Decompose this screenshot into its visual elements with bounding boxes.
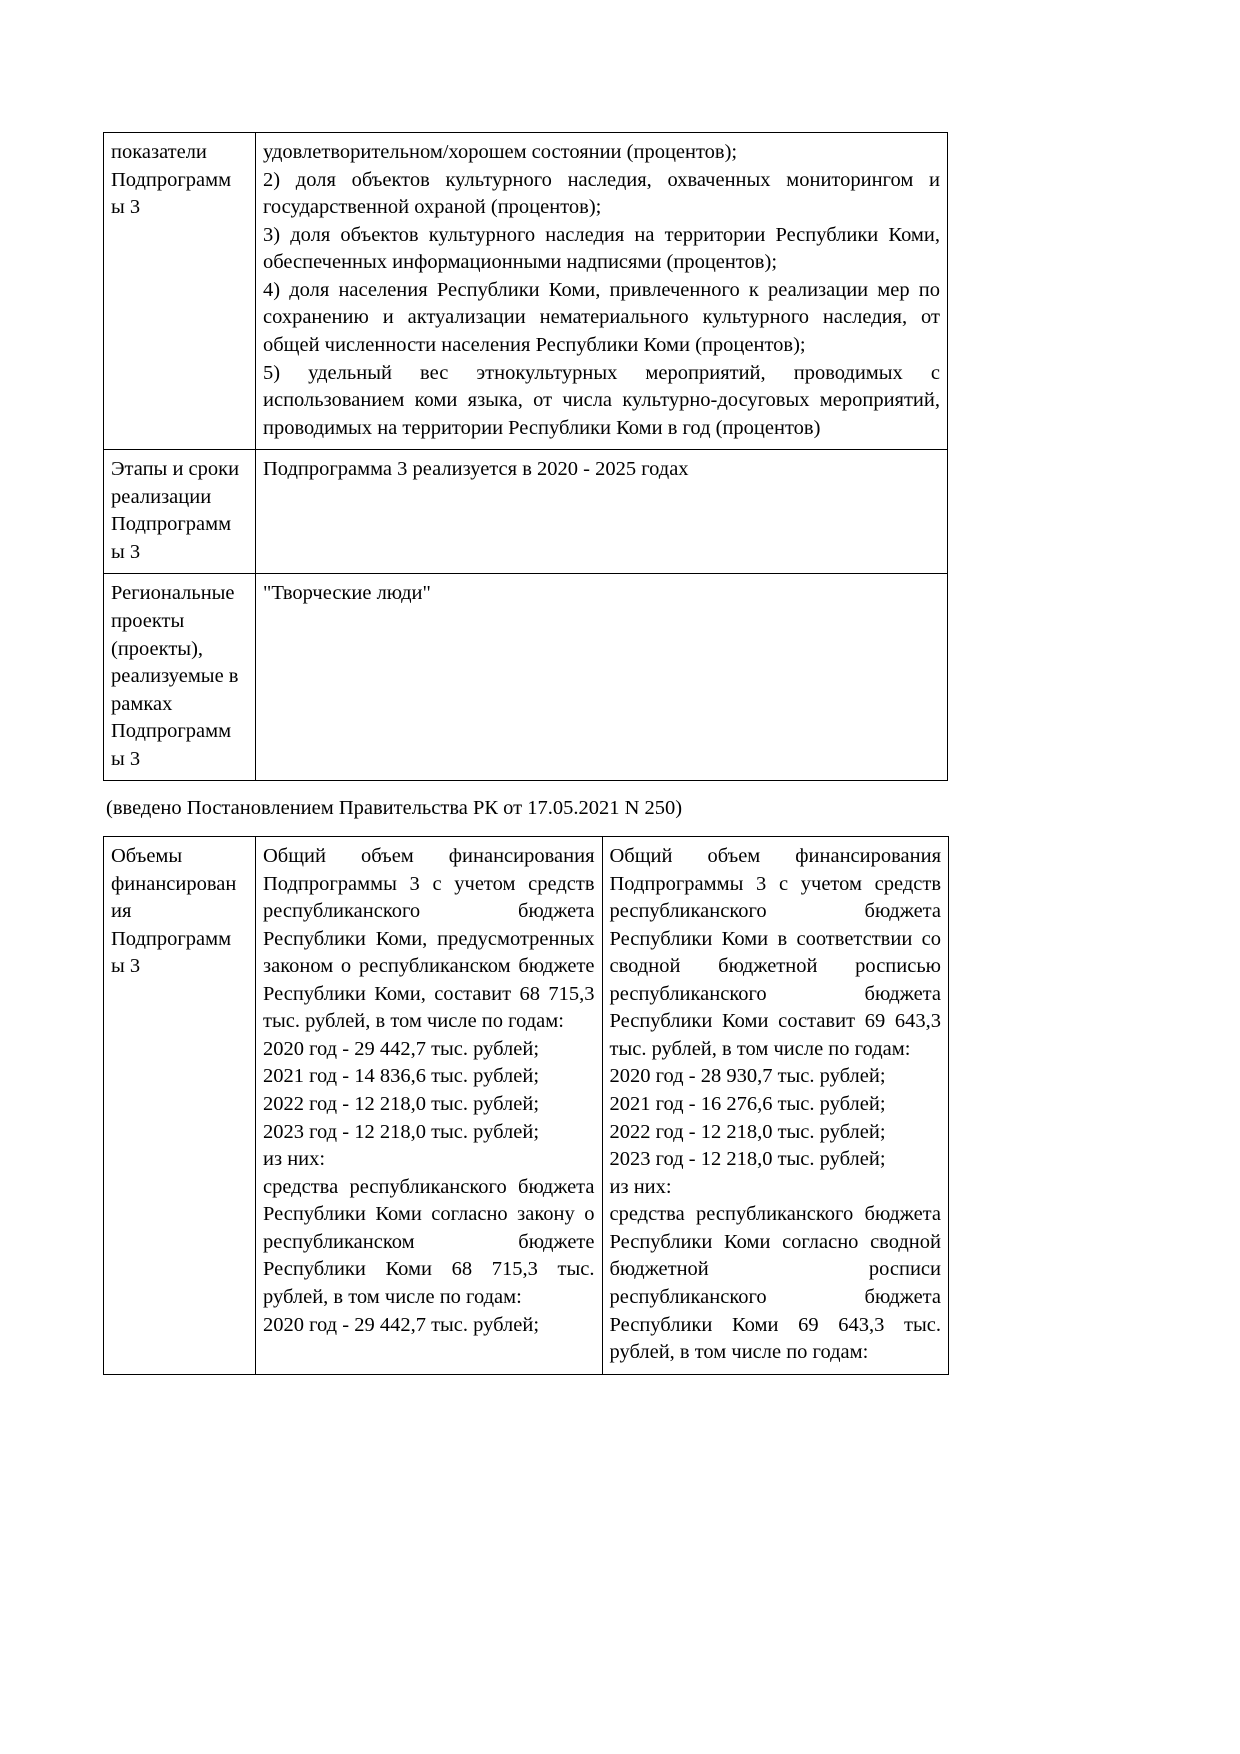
funding-detail-law: средства республиканского бюджета Республики Коми согласно закону о республиканском бюджете Республики Коми 68 715,3 тыс. рублей, в том числе по годам: [263,1175,595,1308]
row-label-line: Подпрограмм [111,513,232,536]
document-body [103,132,948,1375]
regional-project-name: "Творческие люди" [263,582,431,605]
funding-intro-law: Общий объем финансирования Подпрограммы 3 с учетом средств республиканского бюджета Республики Коми, предусмотренных законом о республиканском бюджете Республики Коми, составит 68 715,3 тыс. рублей, в том числе по годам: [263,844,595,1033]
row-label-line: (проекты), [111,637,204,660]
funding-year-rospis: 2021 год - 16 276,6 тыс. рублей; [609,1093,886,1115]
row-label-line: ы 3 [111,196,141,219]
funding-intro-rospis: Общий объем финансирования Подпрограммы 3 с учетом средств республиканского бюджета Республики Коми в соответствии со сводной бюджетной росписью республиканского бюджета Республики Коми составит 69 643,3 тыс. рублей, в том числе по годам: [609,844,941,1060]
funding-year-law: 2022 год - 12 218,0 тыс. рублей; [263,1093,540,1115]
row-label-funding [104,836,256,1374]
funding-year-rospis: 2023 год - 12 218,0 тыс. рублей; [609,1148,886,1171]
row-label-line: Подпрограмм [111,168,232,191]
row-label-line: Объемы [111,844,183,867]
row-label-line: Подпрограмм [111,927,232,950]
row-label-indicators [104,133,256,450]
row-label-line: Этапы и сроки [111,458,240,481]
indicator-item: 3) доля объектов культурного наследия на территории Республики Коми, обеспеченных информационными надписями (процентов); [263,223,940,274]
funding-table [103,836,949,1375]
funding-year-rospis: 2020 год - 28 930,7 тыс. рублей; [609,1065,886,1088]
funding-of-which-law: из них: [263,1148,326,1171]
funding-year-law: 2020 год - 29 442,7 тыс. рублей; [263,1037,540,1060]
funding-year-rospis: 2022 год - 12 218,0 тыс. рублей; [609,1120,886,1143]
funding-year-law: 2023 год - 12 218,0 тыс. рублей; [263,1120,540,1143]
subprogram-summary-table [103,132,948,781]
row-label-line: ы 3 [111,955,141,978]
funding-year-law: 2021 год - 14 836,6 тыс. рублей; [263,1065,540,1088]
row-label-line: реализуемые в [111,665,239,688]
table-row-stages [104,450,948,574]
funding-column-rospis [602,836,949,1374]
stages-text: Подпрограмма 3 реализуется в 2020 - 2025 годах [263,458,689,481]
table-row-regional-projects [104,574,948,781]
indicator-item: 5) удельный вес этнокультурных мероприятий, проводимых с использованием коми языка, от числа культурно-досуговых мероприятий, проводимых на территории Республики Коми в год (процентов) [263,361,940,439]
row-label-line: реализации [111,485,212,508]
indicator-item: 4) доля населения Республики Коми, привлеченного к реализации мер по сохранению и актуализации нематериального культурного наследия, от общей численности населения Республики Коми (процентов); [263,278,940,356]
amendment-note: (введено Постановлением Правительства РК от 17.05.2021 N 250) [106,797,683,820]
funding-detail-year-law: 2020 год - 29 442,7 тыс. рублей; [263,1313,540,1336]
row-label-stages [104,450,256,574]
row-label-line: Подпрограмм [111,720,232,743]
indicator-item: 2) доля объектов культурного наследия, охваченных мониторингом и государственной охраной (процентов); [263,168,940,219]
row-label-regional-projects [104,574,256,781]
row-label-line: показатели [111,141,207,163]
row-content-stages [256,450,948,574]
row-label-line: Региональные [111,582,235,605]
indicator-item: удовлетворительном/хорошем состоянии (процентов); [263,141,738,163]
row-label-line: рамках [111,692,173,715]
row-label-line: ы 3 [111,747,141,770]
funding-column-law [256,836,603,1374]
row-content-indicators [256,133,948,450]
row-label-line: проекты [111,610,185,632]
row-label-line: ия [111,900,132,923]
table-row-indicators [104,133,948,450]
funding-of-which-rospis: из них: [609,1175,672,1198]
row-content-regional-projects [256,574,948,781]
table-row-funding [104,836,949,1374]
funding-detail-rospis: средства республиканского бюджета Республики Коми согласно сводной бюджетной росписи республиканского бюджета Республики Коми 69 643,3 тыс. рублей, в том числе по годам: [609,1203,941,1364]
row-label-line: финансирован [111,872,237,895]
row-label-line: ы 3 [111,540,141,563]
